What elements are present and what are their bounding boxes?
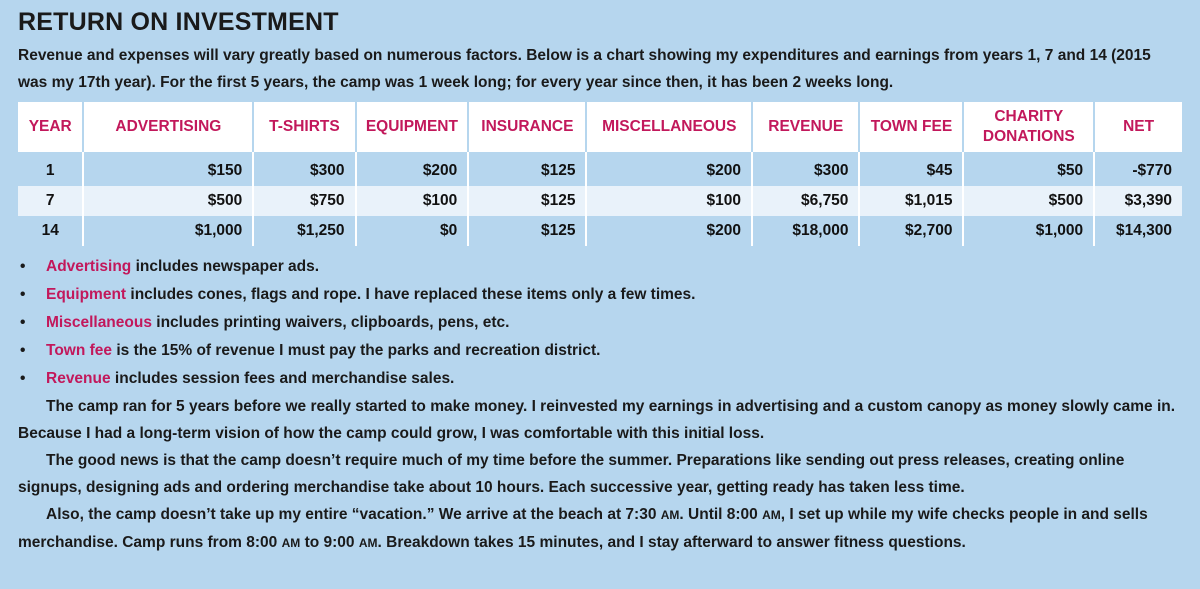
col-tshirts: T-SHIRTS <box>253 102 355 152</box>
cell-town-fee: $2,700 <box>859 216 963 246</box>
am-label: AM <box>358 536 378 550</box>
cell-miscellaneous: $100 <box>586 186 752 216</box>
col-insurance: INSURANCE <box>468 102 586 152</box>
cell-year: 14 <box>18 216 83 246</box>
col-revenue: REVENUE <box>752 102 859 152</box>
am-label: AM <box>762 508 781 522</box>
cell-equipment: $100 <box>356 186 469 216</box>
col-town-fee: TOWN FEE <box>859 102 963 152</box>
cell-net: -$770 <box>1132 162 1172 179</box>
cell-miscellaneous: $200 <box>586 216 752 246</box>
cell-insurance: $125 <box>468 152 586 186</box>
para-text: Also, the camp doesn’t take up my entire “vacation.” We arrive at the beach at 7:30 <box>46 506 661 523</box>
term-advertising: Advertising <box>46 258 132 275</box>
cell-net: $3,390 <box>1094 186 1182 216</box>
para-text: to 9:00 <box>300 534 359 551</box>
list-item <box>18 309 1182 337</box>
roi-table <box>18 102 1182 246</box>
table-row <box>18 152 1182 186</box>
col-advertising: ADVERTISING <box>83 102 253 152</box>
definition-text: includes cones, flags and rope. I have replaced these items only a few times. <box>126 286 696 303</box>
definition-text: includes session fees and merchandise sales. <box>110 370 455 387</box>
cell-net: $14,300 <box>1115 222 1172 239</box>
term-miscellaneous: Miscellaneous <box>46 314 152 331</box>
am-label: AM <box>660 508 680 522</box>
page-title: RETURN ON INVESTMENT <box>18 8 339 36</box>
cell-tshirts: $1,250 <box>253 216 355 246</box>
intro-text: Revenue and expenses will vary greatly based on numerous factors. Below is a chart showing my expenditures and earnings from years 1, 7 and 14 (2015 was my 17th year). For the first 5 years, the camp was 1 week long; for every year since then, it has been 2 weeks long. <box>18 47 1151 91</box>
table-row <box>18 186 1182 216</box>
cell-tshirts: $300 <box>253 152 355 186</box>
body-paragraph: The camp ran for 5 years before we really started to make money. I reinvested my earnings in advertising and a custom canopy as money slowly came in. Because I had a long-term vision of how the camp could grow, I was comfortable with this initial loss. <box>18 398 1176 442</box>
term-town-fee: Town fee <box>46 342 113 359</box>
col-equipment: EQUIPMENT <box>356 102 469 152</box>
definition-text: includes printing waivers, clipboards, pens, etc. <box>151 314 510 331</box>
cell-equipment: $200 <box>356 152 469 186</box>
cell-miscellaneous: $200 <box>586 152 752 186</box>
col-miscellaneous: MISCELLANEOUS <box>586 102 752 152</box>
body-paragraph: The good news is that the camp doesn’t require much of my time before the summer. Preparations like sending out press releases, creating online signups, designing ads and ordering merchandise take about 10 hours. Each successive year, getting ready has taken less time. <box>18 452 1125 496</box>
cell-revenue: $300 <box>752 152 859 186</box>
col-charity: CHARITY DONATIONS <box>963 102 1094 152</box>
cell-town-fee: $1,015 <box>859 186 963 216</box>
cell-year: 7 <box>18 186 83 216</box>
cell-equipment: $0 <box>356 216 469 246</box>
para-text: , I set up while my wife checks people in and sells merchandise. Camp runs from 8:00 <box>18 506 1148 551</box>
list-item <box>18 337 1182 365</box>
para-text: . Breakdown takes 15 minutes, and I stay afterward to answer fitness questions. <box>377 534 966 551</box>
cell-charity: $1,000 <box>963 216 1094 246</box>
cell-advertising: $150 <box>83 152 253 186</box>
cell-advertising: $1,000 <box>83 216 253 246</box>
list-item <box>18 365 1182 393</box>
cell-tshirts: $750 <box>253 186 355 216</box>
table-row <box>18 216 1182 246</box>
col-net: NET <box>1094 102 1182 152</box>
cell-revenue: $18,000 <box>752 216 859 246</box>
list-item <box>18 281 1182 309</box>
term-revenue: Revenue <box>46 370 111 387</box>
definition-text: includes newspaper ads. <box>131 258 320 275</box>
body-paragraph <box>18 501 1182 557</box>
definition-text: is the 15% of revenue I must pay the parks and recreation district. <box>112 342 601 359</box>
col-year: YEAR <box>18 102 83 152</box>
am-label: AM <box>281 536 301 550</box>
cell-town-fee: $45 <box>859 152 963 186</box>
table-header-row <box>18 102 1182 152</box>
cell-charity: $500 <box>963 186 1094 216</box>
cell-advertising: $500 <box>83 186 253 216</box>
cell-year: 1 <box>18 152 83 186</box>
term-equipment: Equipment <box>46 286 127 303</box>
cell-insurance: $125 <box>468 216 586 246</box>
cell-insurance: $125 <box>468 186 586 216</box>
list-item <box>18 253 1182 281</box>
para-text: . Until 8:00 <box>679 506 763 523</box>
cell-charity: $50 <box>963 152 1094 186</box>
definitions-list <box>18 253 1182 393</box>
cell-revenue: $6,750 <box>752 186 859 216</box>
